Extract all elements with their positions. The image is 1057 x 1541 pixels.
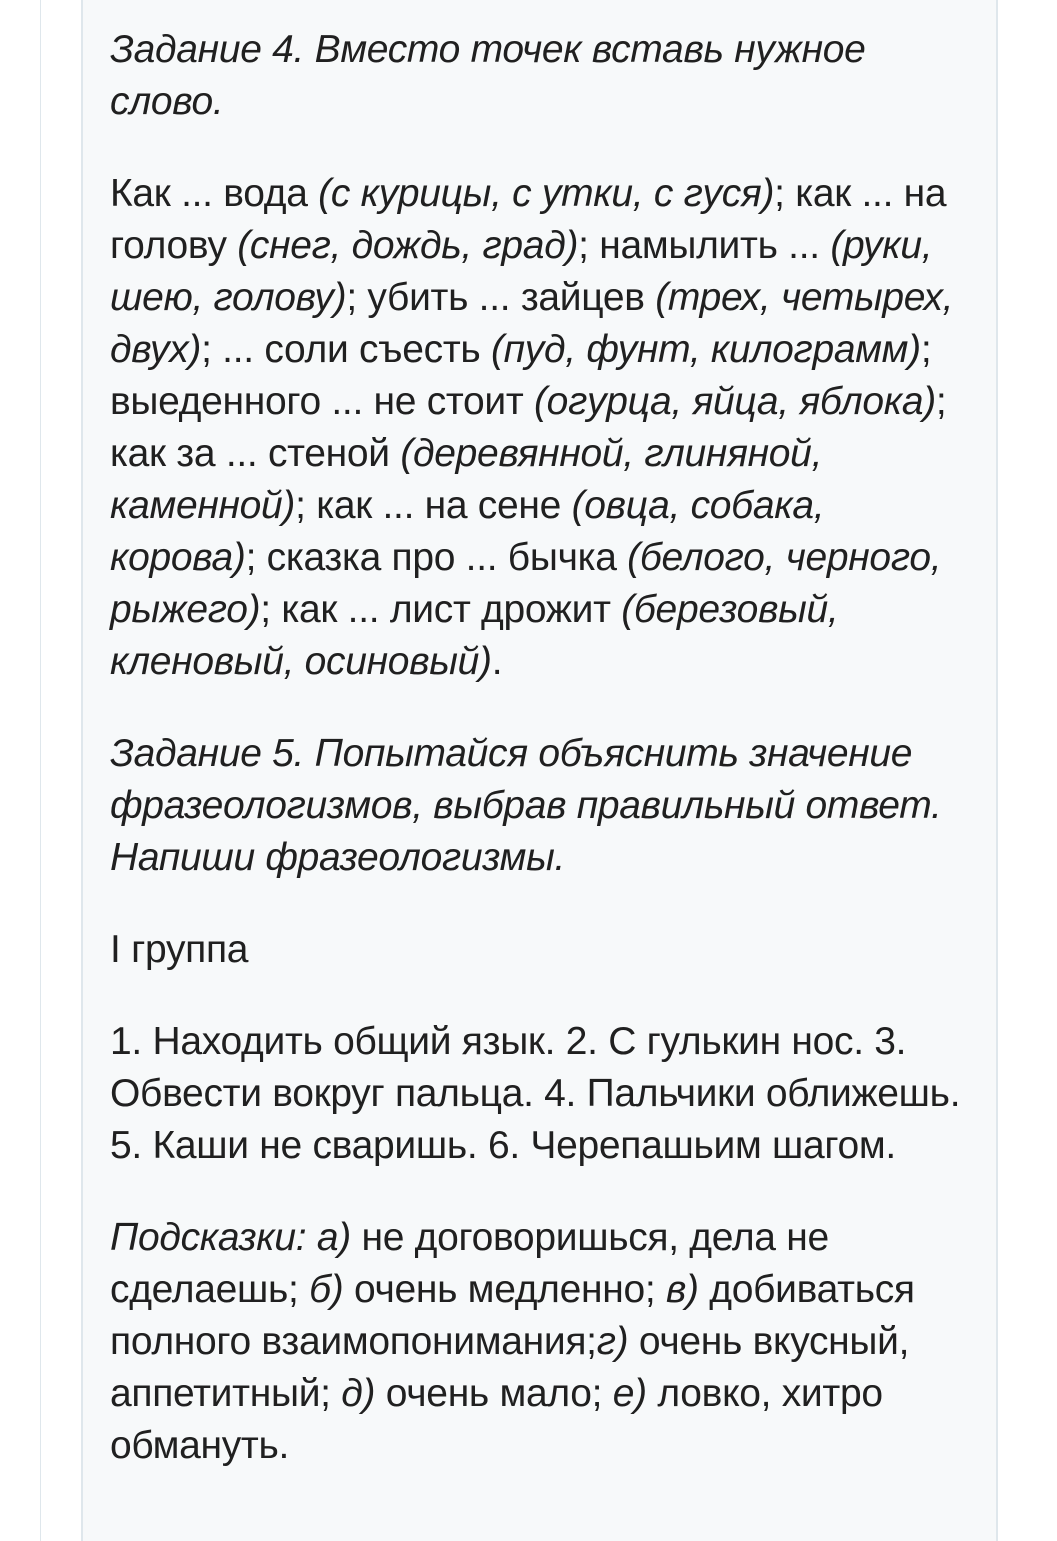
italic-run: Подсказки: [110,1216,307,1259]
text-run: . [491,640,503,683]
text-run [306,1216,317,1259]
italic-run: (с курицы, с утки, с гуся) [318,172,775,215]
text-run: ; ... соли съесть [201,328,491,371]
italic-run: (снег, дождь, град) [237,224,579,267]
text-run: ; как за ... стеной [110,380,947,475]
italic-run: (пуд, фунт, килограмм) [490,328,921,371]
text-run: очень мало; [375,1372,613,1415]
text-run: ловко, хитро обмануть. [110,1372,883,1467]
italic-run: (овца, собака, корова) [110,484,825,579]
text-run: ; как ... лист дрожит [260,588,622,631]
text-run: не договоришься, дела не сделаешь; [110,1216,829,1311]
italic-run: г) [596,1320,629,1363]
italic-run: (белого, черного, рыжего) [110,536,942,631]
italic-run: (огурца, яйца, яблока) [534,380,936,423]
text-run: добиваться полного взаимопонимания; [110,1268,915,1363]
italic-run: а) [316,1216,351,1259]
italic-run: е) [612,1372,647,1415]
italic-run: в) [665,1268,699,1311]
group-label: I группа [110,928,249,971]
italic-run: (руки, шею, голову) [110,224,933,319]
text-run: Как ... вода [110,172,319,215]
task4-body [110,168,970,688]
text-run: ; как ... на голову [110,172,947,267]
text-run: ; сказка про ... бычка [245,536,628,579]
text-run: ; как ... на сене [295,484,572,527]
text-run: очень вкусный, аппетитный; [110,1320,910,1415]
italic-run: (березовый, кленовый, осиновый) [110,588,839,683]
phraseology-list: 1. Находить общий язык. 2. С гулькин нос. 3. Обвести вокруг пальца. 4. Пальчики оближешь. 5. Каши не сваришь. 6. Черепашьим шагом. [110,1020,961,1167]
text-run: ; убить ... зайцев [346,276,656,319]
article-content [110,24,970,1512]
italic-run: (деревянной, глиняной, каменной) [110,432,823,527]
task5-heading: Задание 5. Попытайся объяснить значение фразеологизмов, выбрав правильный ответ. Напиши фразеологизмы. [110,732,942,879]
hints-paragraph [110,1212,970,1472]
italic-run: д) [341,1372,376,1415]
italic-run: б) [309,1268,344,1311]
italic-run: (трех, четырех, двух) [110,276,954,371]
page-edge-line [40,0,41,1541]
text-run: ; выеденного ... не стоит [110,328,932,423]
task4-heading: Задание 4. Вместо точек вставь нужное слово. [110,28,866,123]
text-run: очень медленно; [343,1268,666,1311]
text-run: ; намылить ... [578,224,831,267]
